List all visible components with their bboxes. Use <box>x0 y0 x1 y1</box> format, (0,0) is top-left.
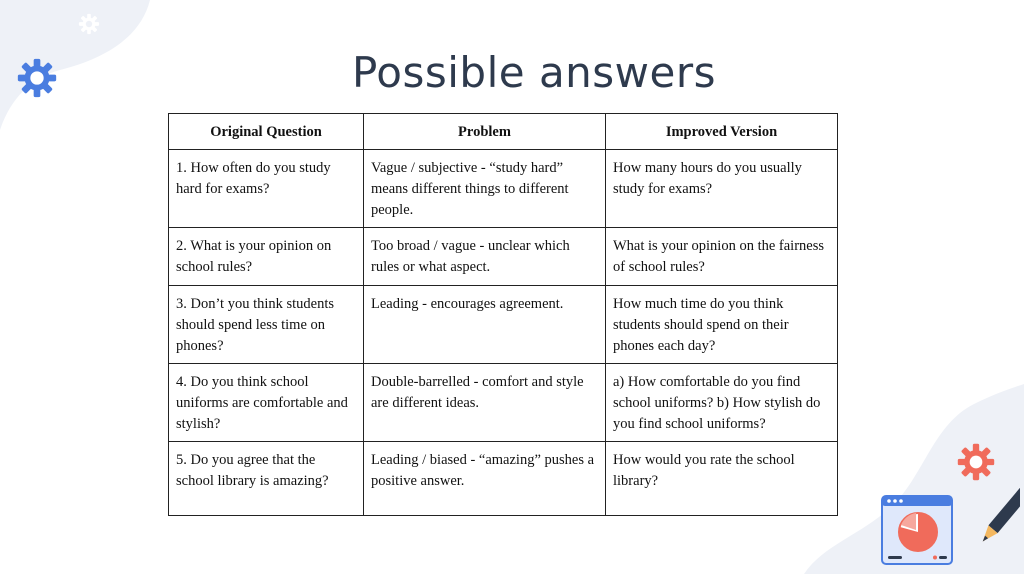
table-row <box>169 442 838 516</box>
table-header-row <box>169 114 838 150</box>
cell-question: 4. Do you think school uniforms are comfortable and stylish? <box>169 364 364 442</box>
cell-improved: How much time do you think students should spend on their phones each day? <box>606 286 838 364</box>
cell-question: 1. How often do you study hard for exams? <box>169 150 364 228</box>
cell-problem: Leading - encourages agreement. <box>364 286 606 364</box>
answers-table <box>168 113 838 516</box>
header-original-question: Original Question <box>169 114 364 150</box>
slide-title: Possible answers <box>351 48 717 97</box>
cell-problem: Vague / subjective - “study hard” means different things to different people. <box>364 150 606 228</box>
pie-chart-window-icon <box>880 440 1020 570</box>
cell-question: 3. Don’t you think students should spend less time on phones? <box>169 286 364 364</box>
table-row <box>169 286 838 364</box>
cell-improved: What is your opinion on the fairness of school rules? <box>606 228 838 286</box>
cell-improved: How would you rate the school library? <box>606 442 838 516</box>
cell-question: 5. Do you agree that the school library is amazing? <box>169 442 364 516</box>
table-row <box>169 228 838 286</box>
table-row <box>169 364 838 442</box>
cell-question: 2. What is your opinion on school rules? <box>169 228 364 286</box>
cell-improved: How many hours do you usually study for exams? <box>606 150 838 228</box>
cell-problem: Leading / biased - “amazing” pushes a positive answer. <box>364 442 606 516</box>
table-row <box>169 150 838 228</box>
cell-improved: a) How comfortable do you find school uniforms? b) How stylish do you find school uniforms? <box>606 364 838 442</box>
cell-problem: Double-barrelled - comfort and style are different ideas. <box>364 364 606 442</box>
header-improved-version: Improved Version <box>606 114 838 150</box>
header-problem: Problem <box>364 114 606 150</box>
cell-problem: Too broad / vague - unclear which rules or what aspect. <box>364 228 606 286</box>
gear-icon <box>78 13 100 35</box>
pencil-icon <box>978 478 1020 545</box>
